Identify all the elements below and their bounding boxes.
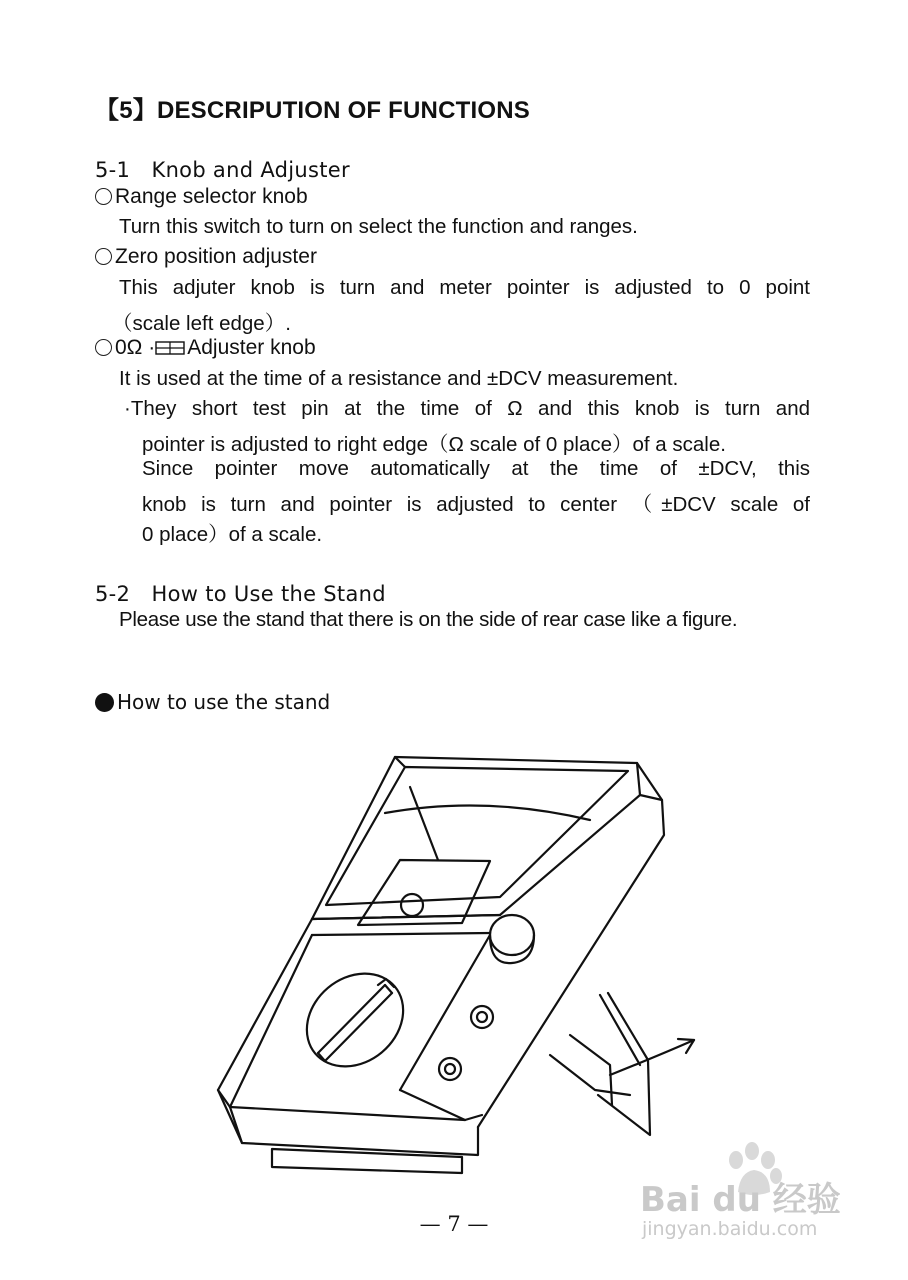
subsection-title-knob-adjuster: 5-1 Knob and Adjuster bbox=[95, 158, 350, 182]
watermark-brand: Bai du 经验 bbox=[640, 1180, 841, 1220]
adjuster-symbol-icon bbox=[155, 340, 185, 356]
circle-bullet-icon bbox=[95, 188, 112, 205]
body-line: （scale left edge）. bbox=[112, 312, 291, 335]
item-ohm-adjuster bbox=[95, 336, 316, 360]
circle-bullet-icon bbox=[95, 339, 112, 356]
item-zero-adjuster bbox=[95, 245, 317, 269]
item-label: Zero position adjuster bbox=[115, 245, 317, 268]
bullet-line: 0 place）of a scale. bbox=[142, 523, 323, 546]
item-label: Range selector knob bbox=[115, 185, 308, 208]
subsection-title-stand: 5-2 How to Use the Stand bbox=[95, 582, 386, 606]
bullet-line: pointer is adjusted to right edge（Ω scale of 0 place）of a scale. bbox=[142, 433, 726, 456]
circle-bullet-icon bbox=[95, 248, 112, 265]
item-range-selector bbox=[95, 185, 308, 209]
item-label-prefix: 0Ω · bbox=[115, 336, 156, 359]
bullet-line: Since pointer move automatically at the time of ±DCV, this bbox=[142, 457, 810, 480]
body-line: This adjuter knob is turn and meter pointer is adjusted to 0 point bbox=[119, 276, 810, 299]
page-number: — 7 — bbox=[419, 1212, 489, 1236]
bullet-line: ·They short test pin at the time of Ω and this knob is turn and bbox=[124, 397, 810, 420]
item-label: Adjuster knob bbox=[187, 336, 316, 359]
section-heading: 【5】DESCRIPUTION OF FUNCTIONS bbox=[95, 97, 530, 124]
multimeter-stand-illustration bbox=[200, 735, 720, 1175]
figure-caption: How to use the stand bbox=[95, 690, 330, 714]
body-line: Turn this switch to turn on select the function and ranges. bbox=[119, 215, 638, 238]
filled-circle-bullet-icon bbox=[95, 693, 114, 712]
bullet-line: knob is turn and pointer is adjusted to center （±DCV scale of bbox=[142, 493, 810, 516]
body-line: It is used at the time of a resistance and ±DCV measurement. bbox=[119, 367, 679, 390]
body-line: Please use the stand that there is on the side of rear case like a figure. bbox=[119, 608, 738, 631]
watermark-url: jingyan.baidu.com bbox=[642, 1218, 818, 1240]
watermark bbox=[640, 1140, 865, 1250]
